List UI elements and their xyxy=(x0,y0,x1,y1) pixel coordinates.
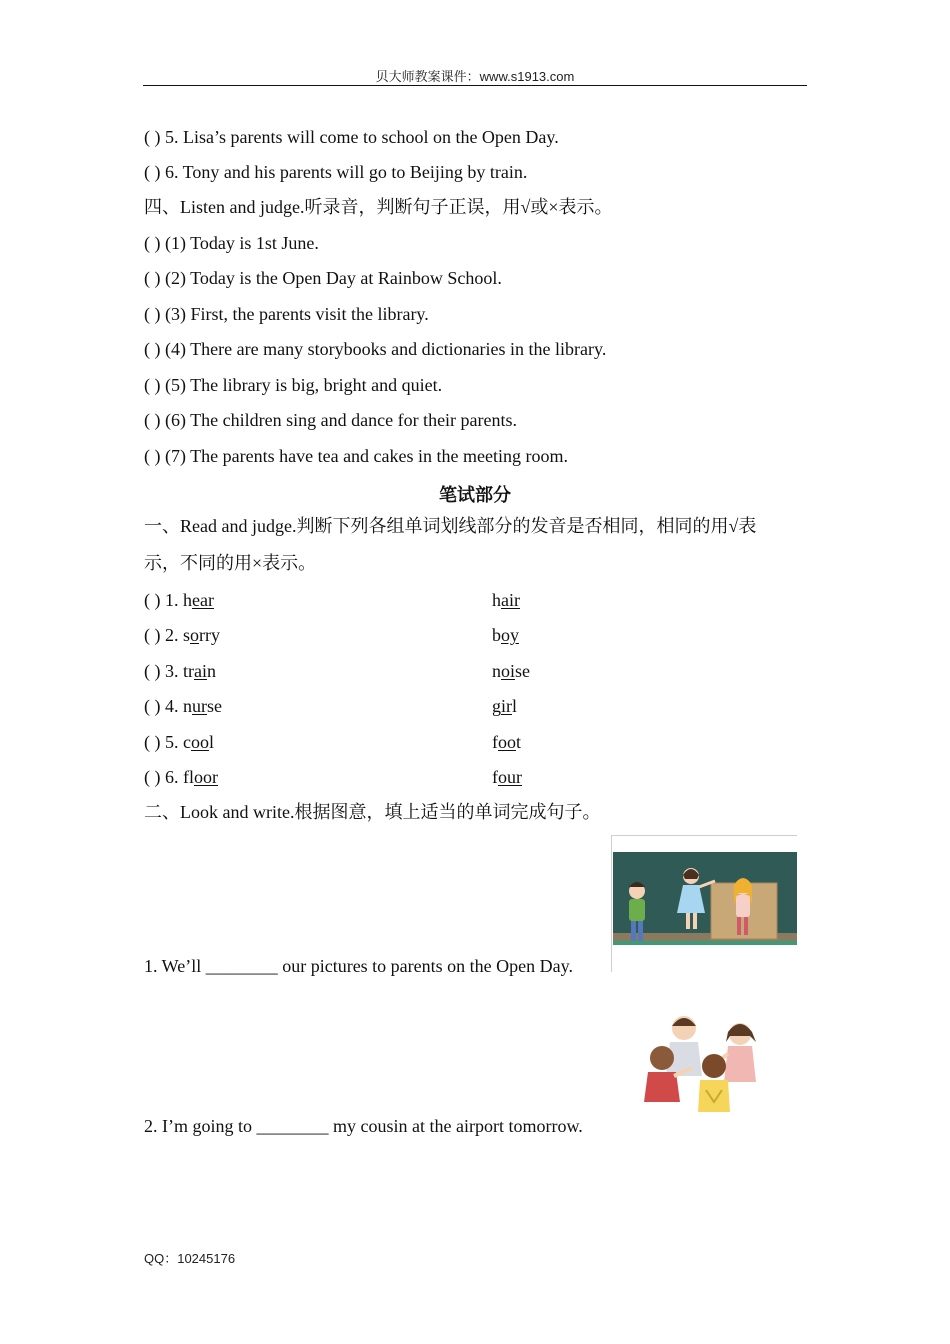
phonics-row xyxy=(144,660,644,682)
judge-item: ( ) (3) First, the parents visit the library. xyxy=(144,304,429,324)
row-number: ( ) 6. xyxy=(144,767,183,787)
listening-item-6: ( ) 6. Tony and his parents will go to Beijing by train. xyxy=(144,162,528,182)
question-2: 2. I’m going to ________ my cousin at the airport tomorrow. xyxy=(144,1116,583,1136)
word-a: sorry xyxy=(183,625,221,645)
footer-contact: QQ：10245176 xyxy=(144,1251,236,1266)
word-b: foot xyxy=(492,732,522,752)
phonics-row xyxy=(144,624,644,646)
row-number: ( ) 5. xyxy=(144,732,183,752)
section4-title: 四、Listen and judge.听录音，判断句子正误，用√或×表示。 xyxy=(144,197,613,217)
word-b: four xyxy=(492,767,522,787)
header-divider xyxy=(143,85,807,86)
word-a: hear xyxy=(183,590,214,610)
judge-item: ( ) (4) There are many storybooks and dictionaries in the library. xyxy=(144,339,607,359)
phonics-row xyxy=(144,766,644,788)
word-a: floor xyxy=(183,767,218,787)
page-header: 贝大师教案课件：www.s1913.com xyxy=(375,69,575,84)
part2-title: 二、Look and write.根据图意，填上适当的单词完成句子。 xyxy=(144,802,601,822)
word-b: hair xyxy=(492,590,520,610)
word-a: train xyxy=(183,661,216,681)
children-greeting-picture xyxy=(640,1006,768,1118)
word-b: noise xyxy=(492,661,531,681)
judge-item: ( ) (1) Today is 1st June. xyxy=(144,233,319,253)
row-number: ( ) 2. xyxy=(144,625,183,645)
classroom-picture xyxy=(611,835,797,972)
phonics-row xyxy=(144,695,644,717)
row-number: ( ) 1. xyxy=(144,590,183,610)
written-part-title: 笔试部分 xyxy=(439,485,511,506)
judge-item: ( ) (5) The library is big, bright and quiet. xyxy=(144,375,443,395)
word-b: girl xyxy=(492,696,518,716)
phonics-row xyxy=(144,731,644,753)
judge-item: ( ) (2) Today is the Open Day at Rainbow School. xyxy=(144,268,502,288)
row-number: ( ) 3. xyxy=(144,661,183,681)
listening-item-5: ( ) 5. Lisa’s parents will come to school on the Open Day. xyxy=(144,127,559,147)
judge-item: ( ) (7) The parents have tea and cakes in the meeting room. xyxy=(144,446,569,466)
word-b: boy xyxy=(492,625,519,645)
question-1: 1. We’ll ________ our pictures to parents on the Open Day. xyxy=(144,956,573,976)
part1-title-line1: 一、Read and judge.判断下列各组单词划线部分的发音是否相同，相同的用√表 xyxy=(144,516,757,536)
phonics-row xyxy=(144,589,644,611)
row-number: ( ) 4. xyxy=(144,696,183,716)
word-a: cool xyxy=(183,732,215,752)
part1-title-line2: 示，不同的用×表示。 xyxy=(144,553,317,573)
judge-item: ( ) (6) The children sing and dance for their parents. xyxy=(144,410,518,430)
word-a: nurse xyxy=(183,696,222,716)
